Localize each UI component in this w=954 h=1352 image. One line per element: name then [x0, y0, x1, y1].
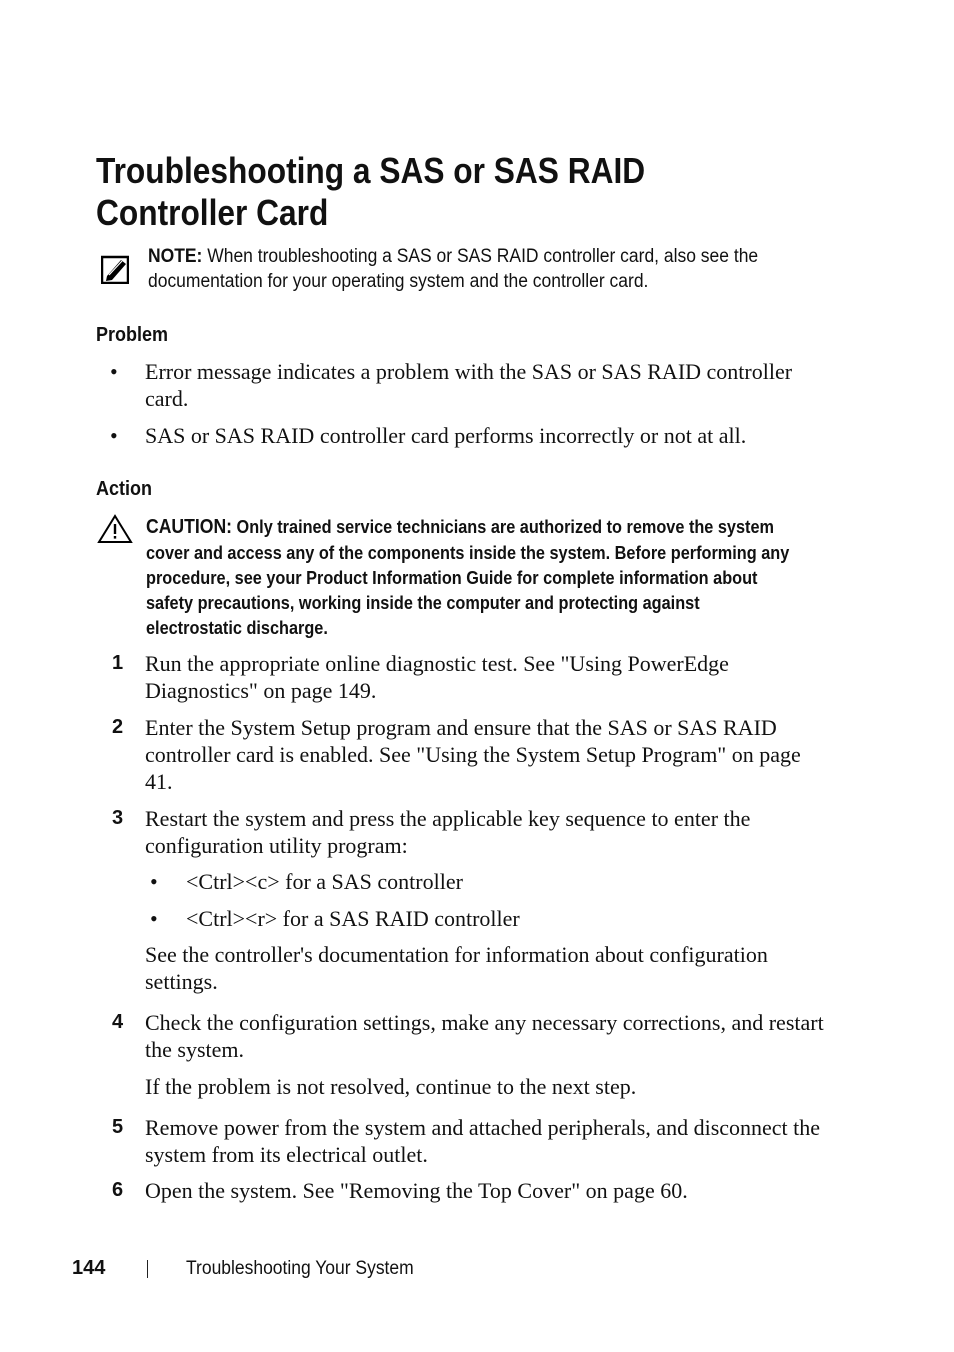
bullet-marker: •	[150, 906, 158, 931]
note-pencil-icon	[101, 254, 129, 284]
footer-divider	[147, 1260, 148, 1278]
step-number: 4	[112, 1011, 124, 1033]
step-text: Enter the System Setup program and ensure that the SAS or SAS RAID controller card is enabled. See "Using the System Setup Program" on page 41.	[145, 715, 801, 794]
problem-heading: Problem	[96, 324, 169, 346]
step-text: Remove power from the system and attached peripherals, and disconnect the system from its electrical outlet.	[145, 1115, 821, 1167]
step-text: Open the system. See "Removing the Top Cover" on page 60.	[145, 1178, 688, 1203]
key-sequence-item: <Ctrl><r> for a SAS RAID controller	[186, 906, 520, 931]
bullet-marker: •	[110, 423, 118, 448]
note-text	[148, 244, 792, 294]
step-note: See the controller's documentation for information about configuration settings.	[145, 942, 768, 994]
caution-label: CAUTION:	[146, 516, 233, 538]
caution-text	[146, 514, 797, 640]
step-number: 2	[112, 716, 124, 738]
step-text: Check the configuration settings, make any necessary corrections, and restart the system.	[145, 1010, 824, 1062]
step-number: 3	[112, 807, 124, 829]
page-number: 144	[72, 1257, 106, 1279]
note-body: When troubleshooting a SAS or SAS RAID controller card, also see the documentation for your operating system and the controller card.	[148, 246, 759, 292]
warning-triangle-icon	[97, 514, 133, 544]
note-label: NOTE:	[148, 246, 203, 267]
step-text: Run the appropriate online diagnostic test. See "Using PowerEdge Diagnostics" on page 149.	[145, 651, 729, 703]
footer-section-title: Troubleshooting Your System	[186, 1258, 414, 1279]
step-text: Restart the system and press the applicable key sequence to enter the configuration utility program:	[145, 806, 751, 858]
step-number: 6	[112, 1179, 124, 1201]
step-number: 1	[112, 652, 124, 674]
bullet-marker: •	[150, 869, 158, 894]
step-number: 5	[112, 1116, 124, 1138]
problem-item: SAS or SAS RAID controller card performs incorrectly or not at all.	[145, 423, 747, 448]
caution-body: Only trained service technicians are authorized to remove the system cover and access any of the components inside the system. Before performing any procedure, see your Product Information Guide for complete information about safety precautions, working inside the computer and protecting against electrostatic discharge.	[146, 516, 790, 638]
bullet-marker: •	[110, 359, 118, 384]
action-heading: Action	[96, 478, 152, 500]
key-sequence-item: <Ctrl><c> for a SAS controller	[186, 869, 463, 894]
page-title: Troubleshooting a SAS or SAS RAID Controller Card	[96, 150, 646, 233]
problem-item: Error message indicates a problem with the SAS or SAS RAID controller card.	[145, 359, 793, 411]
step-note: If the problem is not resolved, continue to the next step.	[145, 1074, 637, 1099]
